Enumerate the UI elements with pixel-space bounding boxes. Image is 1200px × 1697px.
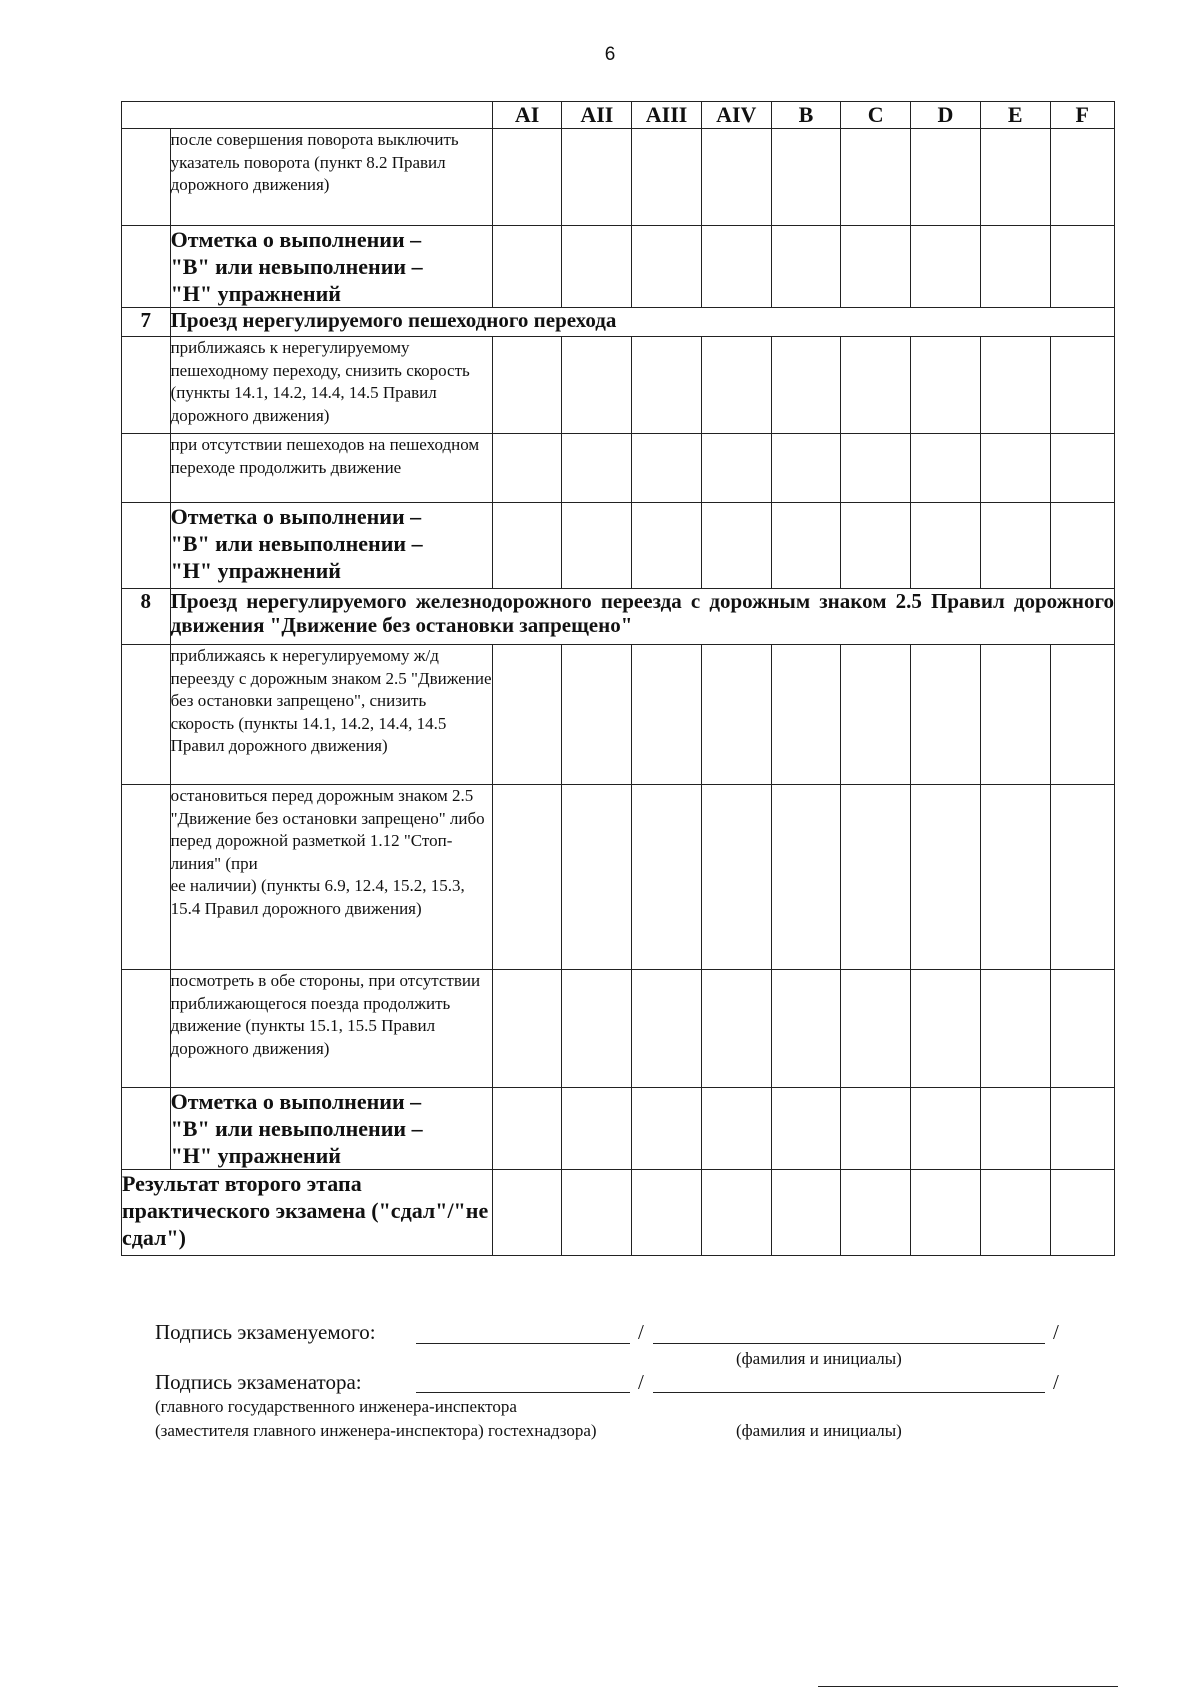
grade-cell[interactable] (980, 503, 1050, 589)
category-e: E (980, 102, 1050, 129)
grade-cell[interactable] (562, 129, 632, 226)
grade-cell[interactable] (1050, 503, 1114, 589)
grade-cell[interactable] (492, 1088, 562, 1170)
grade-cell[interactable] (911, 1088, 981, 1170)
grade-cell[interactable] (980, 1088, 1050, 1170)
criterion-text: приближаясь к нерегулируемому ж/д переезду с дорожным знаком 2.5 "Движение без остановки запрещено", снизить скорость (пункты 14.1, 14.2, 14.4, 14.5 Правил дорожного движения) (170, 645, 492, 785)
grade-cell[interactable] (771, 785, 841, 970)
result-cell[interactable] (911, 1170, 981, 1256)
result-cell[interactable] (492, 1170, 562, 1256)
grade-cell[interactable] (632, 337, 702, 434)
result-label: Результат второго этапа практического экзамена ("сдал"/"не сдал") (122, 1170, 493, 1256)
grade-cell[interactable] (841, 970, 911, 1088)
criterion-row (122, 785, 1115, 970)
criterion-text: приближаясь к нерегулируемому пешеходному переходу, снизить скорость (пункты 14.1, 14.2, 14.4, 14.5 Правил дорожного движения) (170, 337, 492, 434)
slash-separator: / (638, 1370, 644, 1394)
grade-cell[interactable] (562, 645, 632, 785)
examiner-signature-line[interactable] (416, 1392, 630, 1393)
criterion-text: посмотреть в обе стороны, при отсутствии приближающегося поезда продолжить движение (пункты 15.1, 15.5 Правил дорожного движения) (170, 970, 492, 1088)
mark-row (122, 1088, 1115, 1170)
grade-cell[interactable] (1050, 970, 1114, 1088)
grade-cell[interactable] (492, 434, 562, 503)
grade-cell[interactable] (562, 226, 632, 308)
criterion-row (122, 645, 1115, 785)
grade-cell[interactable] (562, 434, 632, 503)
criterion-text: после совершения поворота выключить указатель поворота (пункт 8.2 Правил дорожного движения) (170, 129, 492, 226)
result-cell[interactable] (632, 1170, 702, 1256)
grade-cell[interactable] (492, 645, 562, 785)
grade-cell[interactable] (701, 129, 771, 226)
header-blank (122, 102, 493, 129)
grade-cell[interactable] (632, 434, 702, 503)
grade-cell[interactable] (771, 226, 841, 308)
grade-cell[interactable] (632, 503, 702, 589)
exam-table (121, 101, 1115, 1256)
bottom-rule (818, 1686, 1118, 1687)
grade-cell[interactable] (492, 129, 562, 226)
grade-cell[interactable] (980, 337, 1050, 434)
category-d: D (911, 102, 981, 129)
result-cell[interactable] (980, 1170, 1050, 1256)
grade-cell[interactable] (701, 337, 771, 434)
grade-cell[interactable] (492, 785, 562, 970)
result-cell[interactable] (771, 1170, 841, 1256)
slash-separator: / (638, 1320, 644, 1344)
grade-cell[interactable] (562, 503, 632, 589)
criterion-text: остановиться перед дорожным знаком 2.5 "Движение без остановки запрещено" либо перед дорожной разметкой 1.12 "Стоп-линия" (при ее наличии) (пункты 6.9, 12.4, 15.2, 15.3, 15.4 Правил дорожного движения) (170, 785, 492, 970)
grade-cell[interactable] (562, 337, 632, 434)
mark-row (122, 226, 1115, 308)
mark-label: Отметка о выполнении – "В" или невыполнении – "Н" упражнений (170, 1088, 492, 1170)
grade-cell[interactable] (911, 434, 981, 503)
grade-cell[interactable] (771, 434, 841, 503)
grade-cell[interactable] (771, 1088, 841, 1170)
grade-cell[interactable] (841, 337, 911, 434)
grade-cell[interactable] (562, 1088, 632, 1170)
mark-label: Отметка о выполнении – "В" или невыполнении – "Н" упражнений (170, 226, 492, 308)
grade-cell[interactable] (1050, 645, 1114, 785)
category-aiii: AIII (632, 102, 702, 129)
grade-cell[interactable] (632, 129, 702, 226)
grade-cell[interactable] (841, 226, 911, 308)
grade-cell[interactable] (492, 226, 562, 308)
grade-cell[interactable] (980, 434, 1050, 503)
grade-cell[interactable] (701, 226, 771, 308)
grade-cell[interactable] (701, 970, 771, 1088)
result-row (122, 1170, 1115, 1256)
slash-separator: / (1053, 1370, 1059, 1394)
grade-cell[interactable] (492, 503, 562, 589)
criterion-text: при отсутствии пешеходов на пешеходном переходе продолжить движение (170, 434, 492, 503)
examiner-note-line1: (главного государственного инженера-инспектора (155, 1397, 517, 1416)
category-aii: AII (562, 102, 632, 129)
grade-cell[interactable] (771, 129, 841, 226)
examiner-note-line2: (заместителя главного инженера-инспектора) гостехнадзора) (155, 1421, 597, 1440)
grade-cell[interactable] (562, 785, 632, 970)
section-number: 8 (122, 589, 171, 645)
criterion-row (122, 129, 1115, 226)
grade-cell[interactable] (1050, 434, 1114, 503)
grade-cell[interactable] (841, 645, 911, 785)
grade-cell[interactable] (841, 434, 911, 503)
criterion-row (122, 970, 1115, 1088)
grade-cell[interactable] (911, 785, 981, 970)
examiner-signature-label: Подпись экзаменатора: (155, 1370, 362, 1394)
grade-cell[interactable] (911, 129, 981, 226)
section-row-7 (122, 308, 1115, 337)
grade-cell[interactable] (701, 434, 771, 503)
grade-cell[interactable] (701, 503, 771, 589)
examinee-signature-label: Подпись экзаменуемого: (155, 1320, 376, 1344)
mark-label: Отметка о выполнении – "В" или невыполнении – "Н" упражнений (170, 503, 492, 589)
grade-cell[interactable] (1050, 337, 1114, 434)
category-c: C (841, 102, 911, 129)
category-aiv: AIV (701, 102, 771, 129)
grade-cell[interactable] (980, 226, 1050, 308)
section-number: 7 (122, 308, 171, 337)
grade-cell[interactable] (1050, 785, 1114, 970)
grade-cell[interactable] (980, 645, 1050, 785)
section-row-8 (122, 589, 1115, 645)
grade-cell[interactable] (1050, 129, 1114, 226)
grade-cell[interactable] (841, 503, 911, 589)
criterion-row (122, 434, 1115, 503)
grade-cell[interactable] (980, 129, 1050, 226)
grade-cell[interactable] (632, 1088, 702, 1170)
grade-cell[interactable] (1050, 1088, 1114, 1170)
examiner-name-line[interactable] (653, 1392, 1045, 1393)
grade-cell[interactable] (632, 226, 702, 308)
grade-cell[interactable] (492, 337, 562, 434)
criterion-row (122, 337, 1115, 434)
category-f: F (1050, 102, 1114, 129)
mark-row (122, 503, 1115, 589)
category-ai: AI (492, 102, 562, 129)
grade-cell[interactable] (1050, 226, 1114, 308)
name-hint: (фамилия и инициалы) (736, 1421, 902, 1440)
grade-cell[interactable] (632, 970, 702, 1088)
grade-cell[interactable] (771, 503, 841, 589)
grade-cell[interactable] (911, 226, 981, 308)
grade-cell[interactable] (771, 970, 841, 1088)
examinee-signature-line[interactable] (416, 1343, 630, 1344)
grade-cell[interactable] (632, 645, 702, 785)
grade-cell[interactable] (562, 970, 632, 1088)
grade-cell[interactable] (980, 970, 1050, 1088)
grade-cell[interactable] (980, 785, 1050, 970)
grade-cell[interactable] (911, 337, 981, 434)
grade-cell[interactable] (701, 645, 771, 785)
grade-cell[interactable] (632, 785, 702, 970)
examinee-name-line[interactable] (653, 1343, 1045, 1344)
grade-cell[interactable] (841, 1088, 911, 1170)
grade-cell[interactable] (492, 970, 562, 1088)
grade-cell[interactable] (771, 337, 841, 434)
section-title: Проезд нерегулируемого пешеходного перехода (170, 308, 1114, 337)
result-cell[interactable] (562, 1170, 632, 1256)
grade-cell[interactable] (701, 1088, 771, 1170)
section-title: Проезд нерегулируемого железнодорожного переезда с дорожным знаком 2.5 Правил дорожного движения "Движение без остановки запрещено" (170, 589, 1114, 645)
category-b: B (771, 102, 841, 129)
grade-cell[interactable] (701, 785, 771, 970)
result-cell[interactable] (701, 1170, 771, 1256)
grade-cell[interactable] (771, 645, 841, 785)
result-cell[interactable] (1050, 1170, 1114, 1256)
page-number: 6 (604, 44, 616, 65)
header-row (122, 102, 1115, 129)
name-hint: (фамилия и инициалы) (736, 1349, 902, 1368)
grade-cell[interactable] (911, 645, 981, 785)
grade-cell[interactable] (911, 970, 981, 1088)
grade-cell[interactable] (841, 129, 911, 226)
grade-cell[interactable] (841, 785, 911, 970)
grade-cell[interactable] (911, 503, 981, 589)
result-cell[interactable] (841, 1170, 911, 1256)
slash-separator: / (1053, 1320, 1059, 1344)
